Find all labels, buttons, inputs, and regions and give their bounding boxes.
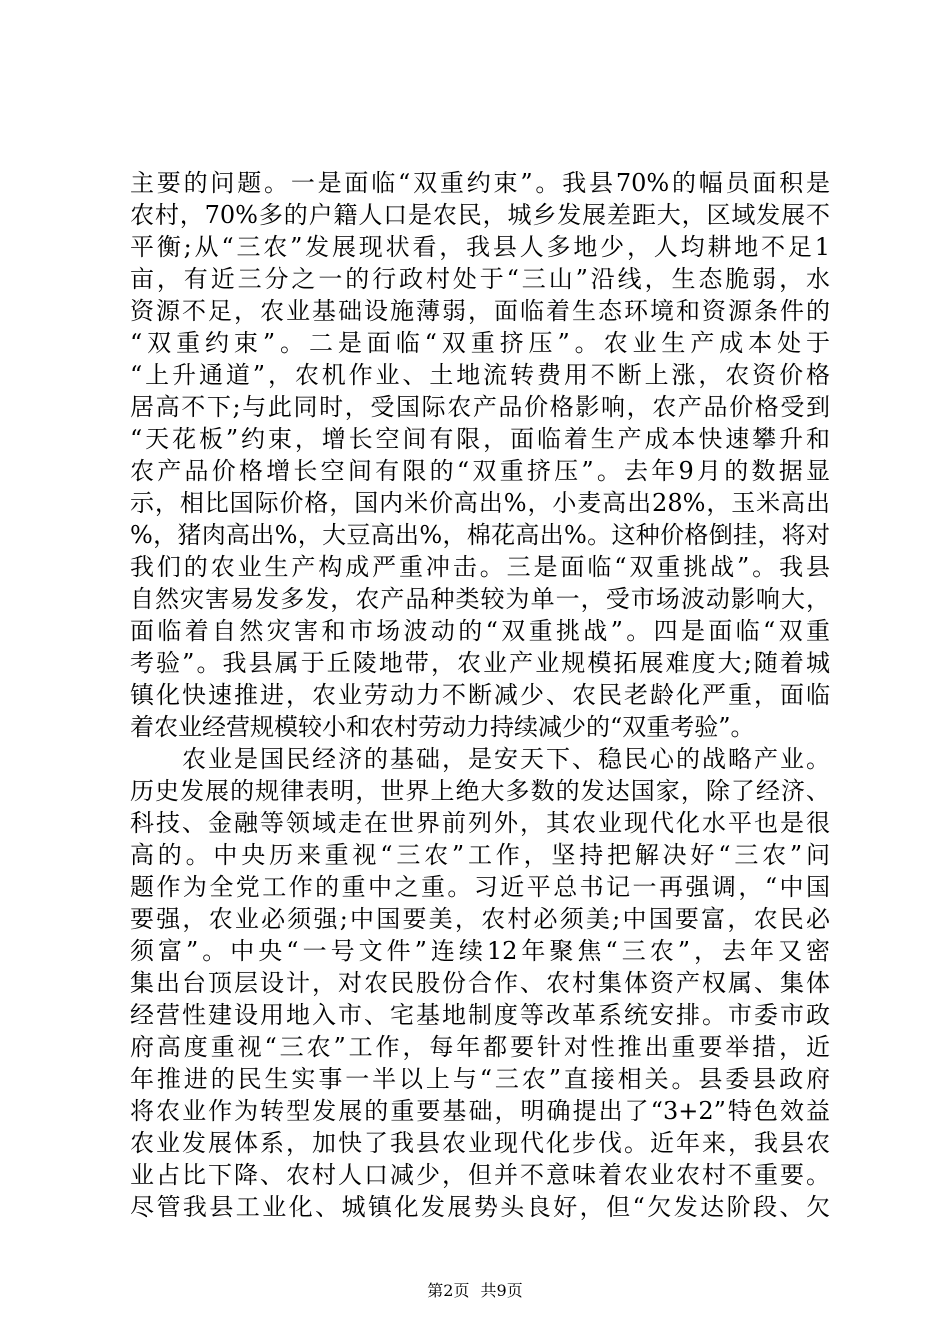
text-line: 示，相比国际价格，国内米价高出%，小麦高出28%，玉米高出: [130, 489, 830, 517]
body-text: [130, 167, 830, 1223]
text-line: 考验”。我县属于丘陵地带，农业产业规模拓展难度大;随着城: [130, 649, 830, 677]
text-line: 历史发展的规律表明，世界上绝大多数的发达国家，除了经济、: [130, 777, 830, 805]
text-line: %，猪肉高出%，大豆高出%，棉花高出%。这种价格倒挂，将对: [130, 521, 830, 549]
page-number: 第2页: [427, 1281, 470, 1300]
text-line: 要强，农业必须强;中国要美，农村必须美;中国要富，农民必: [130, 905, 830, 933]
text-line: “上升通道”，农机作业、土地流转费用不断上涨，农资价格: [130, 361, 830, 389]
text-line: 亩，有近三分之一的行政村处于“三山”沿线，生态脆弱，水: [130, 265, 830, 293]
text-line: 将农业作为转型发展的重要基础，明确提出了“3+2”特色效益: [130, 1097, 830, 1125]
page-footer: [0, 1281, 950, 1301]
text-line: 镇化快速推进，农业劳动力不断减少、农民老龄化严重，面临: [130, 681, 830, 709]
text-line: 平衡;从“三农”发展现状看，我县人多地少，人均耕地不足1: [130, 233, 830, 261]
text-line: 尽管我县工业化、城镇化发展势头良好，但“欠发达阶段、欠: [130, 1193, 830, 1221]
text-line: 科技、金融等领域走在世界前列外，其农业现代化水平也是很: [130, 809, 830, 837]
text-line: 农业是国民经济的基础，是安天下、稳民心的战略产业。: [130, 745, 830, 773]
text-line: 面临着自然灾害和市场波动的“双重挑战”。四是面临“双重: [130, 617, 830, 645]
text-line: 题作为全党工作的重中之重。习近平总书记一再强调，“中国: [130, 873, 830, 901]
text-line: 府高度重视“三农”工作，每年都要针对性推出重要举措，近: [130, 1033, 830, 1061]
text-line: 我们的农业生产构成严重冲击。三是面临“双重挑战”。我县: [130, 553, 830, 581]
text-line: 经营性建设用地入市、宅基地制度等改革系统安排。市委市政: [130, 1001, 830, 1029]
text-line: 着农业经营规模较小和农村劳动力持续减少的“双重考验”。: [130, 713, 755, 741]
text-line: 资源不足，农业基础设施薄弱，面临着生态环境和资源条件的: [130, 297, 830, 325]
text-line: 集出台顶层设计，对农民股份合作、农村集体资产权属、集体: [130, 969, 830, 997]
text-line: 农业发展体系，加快了我县农业现代化步伐。近年来，我县农: [130, 1129, 830, 1157]
text-line: 须富”。中央“一号文件”连续12年聚焦“三农”，去年又密: [130, 937, 830, 965]
text-line: 自然灾害易发多发，农产品种类较为单一，受市场波动影响大，: [130, 585, 830, 613]
text-line: 农产品价格增长空间有限的“双重挤压”。去年9月的数据显: [130, 457, 830, 485]
text-line: 主要的问题。一是面临“双重约束”。我县70%的幅员面积是: [130, 169, 830, 197]
text-line: 年推进的民生实事一半以上与“三农”直接相关。县委县政府: [130, 1065, 830, 1093]
text-line: “双重约束”。二是面临“双重挤压”。农业生产成本处于: [130, 329, 830, 357]
text-line: 农村，70%多的户籍人口是农民，城乡发展差距大，区域发展不: [130, 201, 830, 229]
text-line: “天花板”约束，增长空间有限，面临着生产成本快速攀升和: [130, 425, 830, 453]
text-line: 高的。中央历来重视“三农”工作，坚持把解决好“三农”问: [130, 841, 830, 869]
text-line: 居高不下;与此同时，受国际农产品价格影响，农产品价格受到: [130, 393, 830, 421]
text-line: 业占比下降、农村人口减少，但并不意味着农业农村不重要。: [130, 1161, 830, 1189]
page-total: 共9页: [480, 1281, 523, 1300]
